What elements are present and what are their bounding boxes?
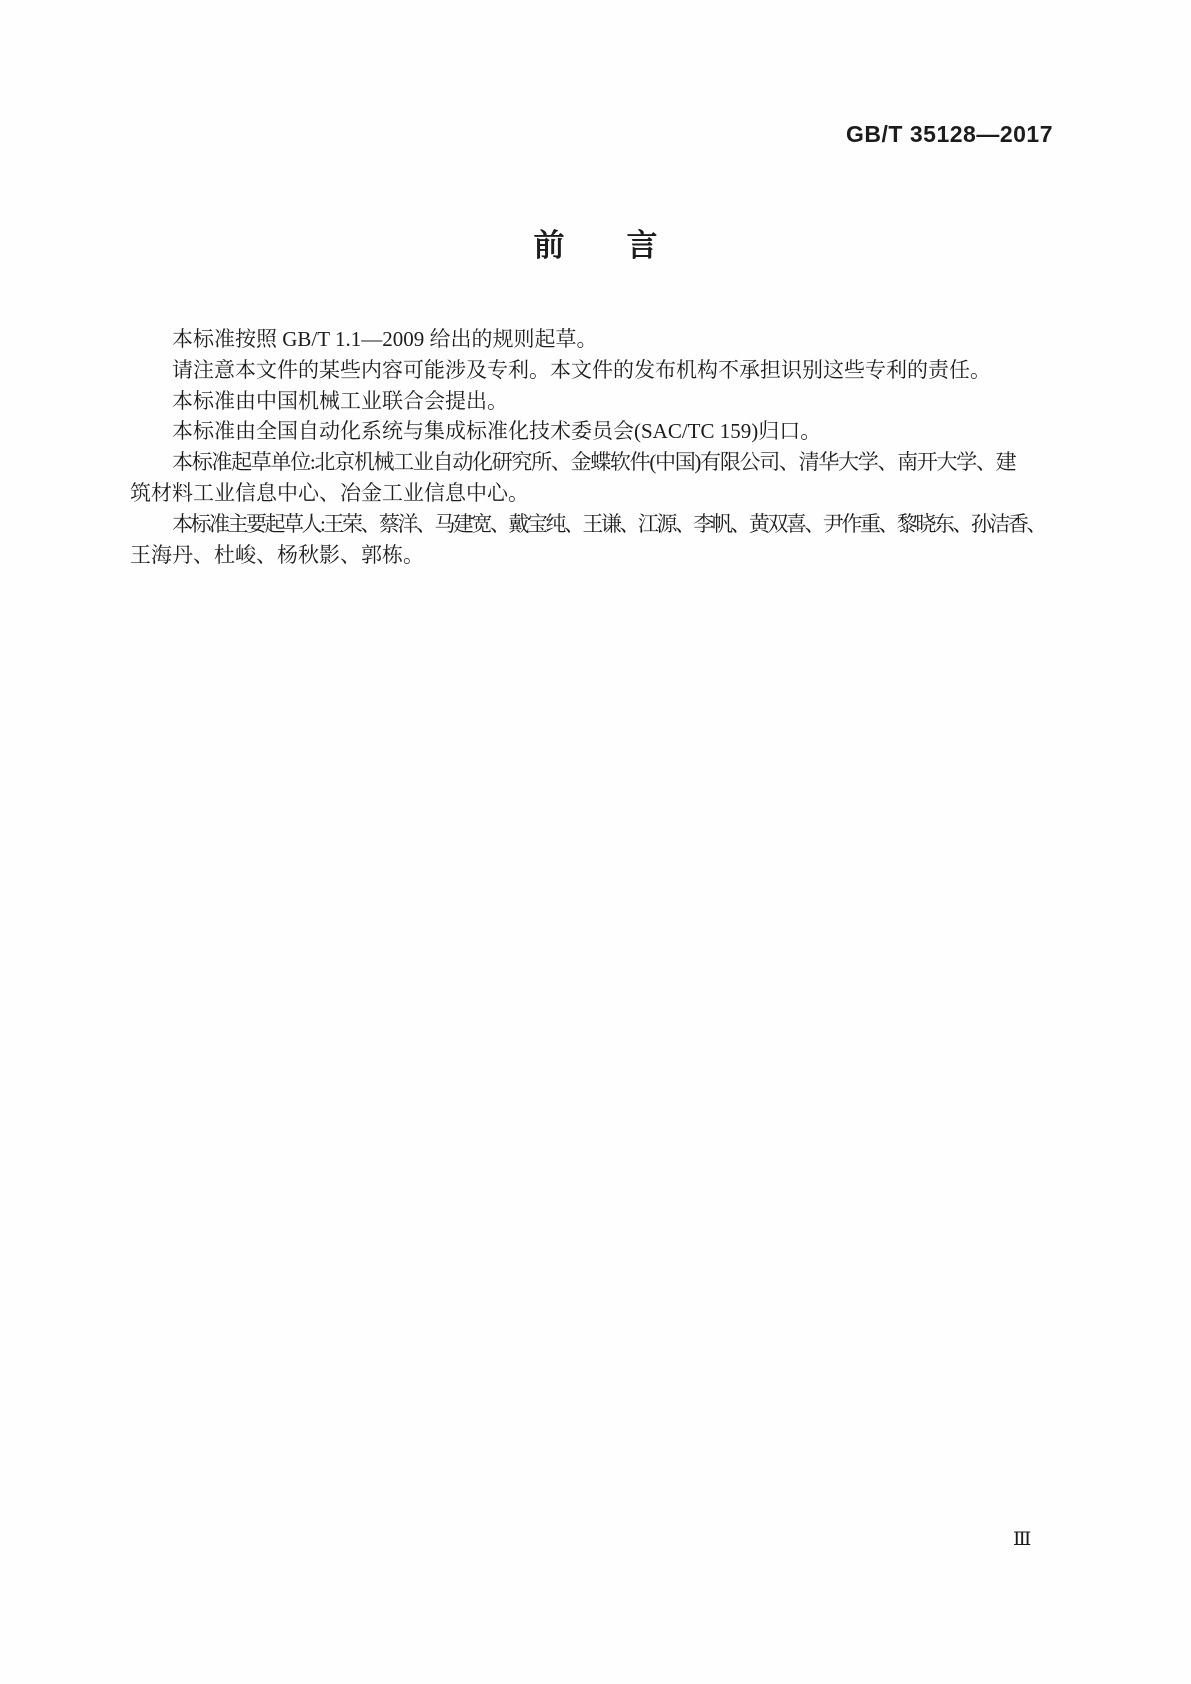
body-line-main-drafters-1: 本标准主要起草人:王荣、蔡洋、马建宽、戴宝纯、王谦、江源、李帆、黄双喜、尹作重、黎晓东、孙洁香、 [172, 511, 1045, 536]
page-number: Ⅲ [1013, 1529, 1032, 1550]
body-line-centralized-by: 本标准由全国自动化系统与集成标准化技术委员会(SAC/TC 159)归口。 [172, 419, 822, 444]
body-line-drafting-organizations-1: 本标准起草单位:北京机械工业自动化研究所、金蝶软件(中国)有限公司、清华大学、南开大学、建 [172, 450, 1016, 475]
standard-number: GB/T 35128—2017 [846, 121, 1053, 147]
body-line-main-drafters-2: 王海丹、杜峻、杨秋影、郭栋。 [130, 542, 424, 567]
foreword-title: 前 言 [533, 228, 658, 263]
body-line-patent-notice: 请注意本文件的某些内容可能涉及专利。本文件的发布机构不承担识别这些专利的责任。 [172, 357, 991, 382]
foreword-body [130, 324, 1057, 570]
body-line-drafting-rules: 本标准按照 GB/T 1.1—2009 给出的规则起草。 [172, 327, 598, 351]
body-line-proposed-by: 本标准由中国机械工业联合会提出。 [172, 388, 508, 413]
body-line-drafting-organizations-2: 筑材料工业信息中心、冶金工业信息中心。 [130, 480, 529, 505]
